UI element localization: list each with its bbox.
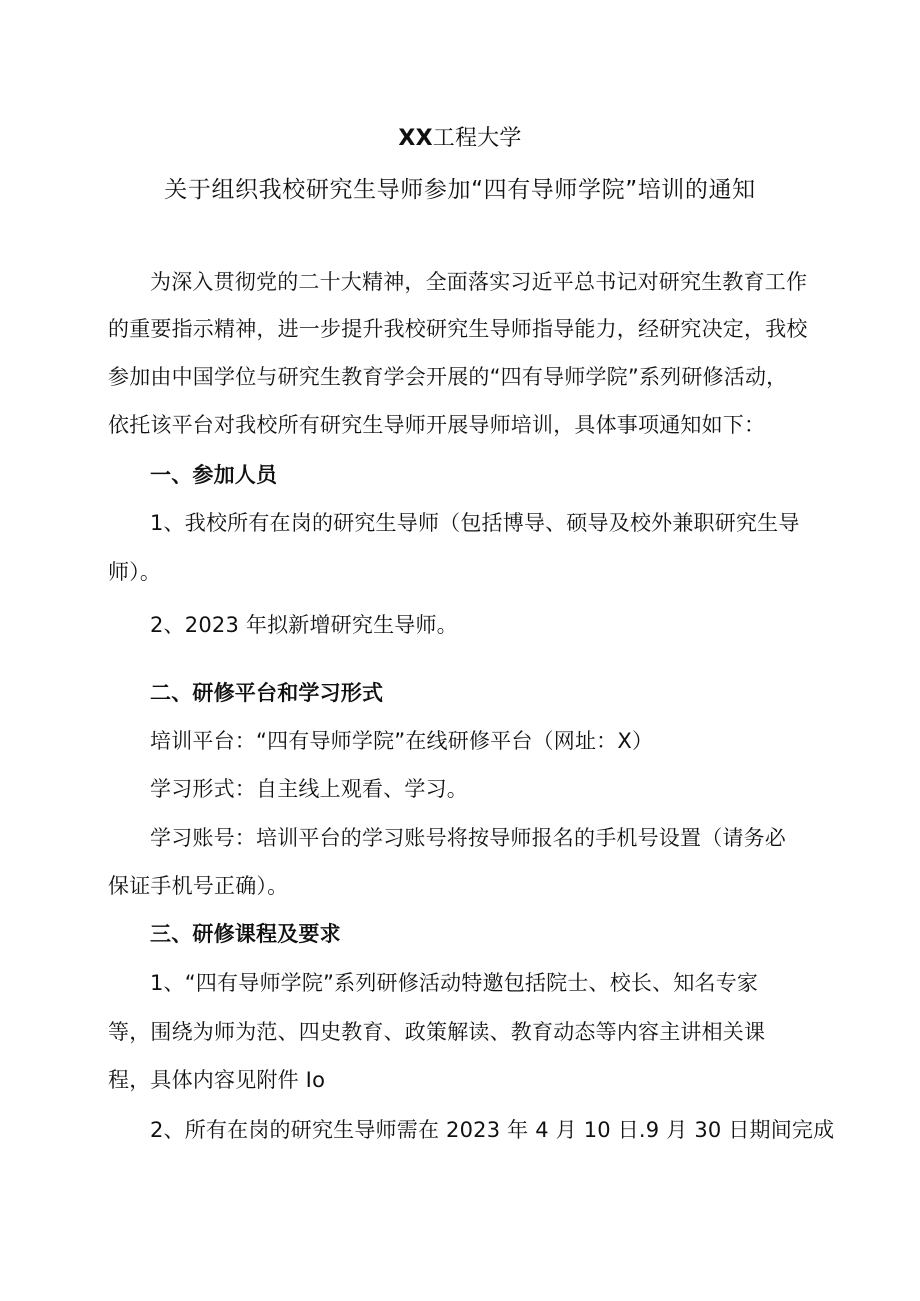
school-prefix: XX	[398, 126, 433, 151]
intro-line-1: 为深入贯彻党的二十大精神，全面落实习近平总书记对研究生教育工作	[150, 270, 808, 294]
courses-item-2-line-1: 2、所有在岗的研究生导师需在 2023 年 4 月 10 日.9 月 30 日期间完成	[150, 1118, 835, 1142]
courses-item-1-line-2: 等，围绕为师为范、四史教育、政策解读、教育动态等内容主讲相关课	[108, 1020, 766, 1044]
school-name	[0, 124, 920, 154]
section-heading-participants: 一、参加人员	[150, 463, 278, 487]
account-line-2: 保证手机号正确）。	[108, 874, 289, 898]
intro-line-4: 依托该平台对我校所有研究生导师开展导师培训，具体事项通知如下：	[108, 413, 766, 437]
participants-item-1-line-2: 师）。	[108, 560, 162, 584]
account-line-1: 学习账号：培训平台的学习账号将按导师报名的手机号设置（请务必	[150, 826, 786, 850]
participants-item-1-line-1: 1、我校所有在岗的研究生导师（包括博导、硕导及校外兼职研究生导	[150, 511, 800, 535]
courses-item-1-line-1: 1、“四有导师学院”系列研修活动特邀包括院士、校长、知名专家	[150, 971, 759, 995]
document-title: 关于组织我校研究生导师参加“四有导师学院”培训的通知	[164, 177, 756, 203]
intro-line-2: 的重要指示精神，进一步提升我校研究生导师指导能力，经研究决定，我校	[108, 317, 808, 341]
section-heading-courses: 三、研修课程及要求	[150, 922, 341, 946]
platform-line: 培训平台：“四有导师学院”在线研修平台（网址：X）	[150, 729, 654, 753]
study-form-line: 学习形式：自主线上观看、学习。	[150, 777, 468, 801]
intro-line-3: 参加由中国学位与研究生教育学会开展的“四有导师学院”系列研修活动，	[108, 365, 788, 389]
section-heading-platform: 二、研修平台和学习形式	[150, 681, 384, 705]
school-name-text: 工程大学	[432, 126, 522, 151]
courses-item-1-line-3: 程，具体内容见附件 Io	[108, 1068, 326, 1092]
participants-item-2: 2、2023 年拟新增研究生导师。	[150, 613, 458, 637]
